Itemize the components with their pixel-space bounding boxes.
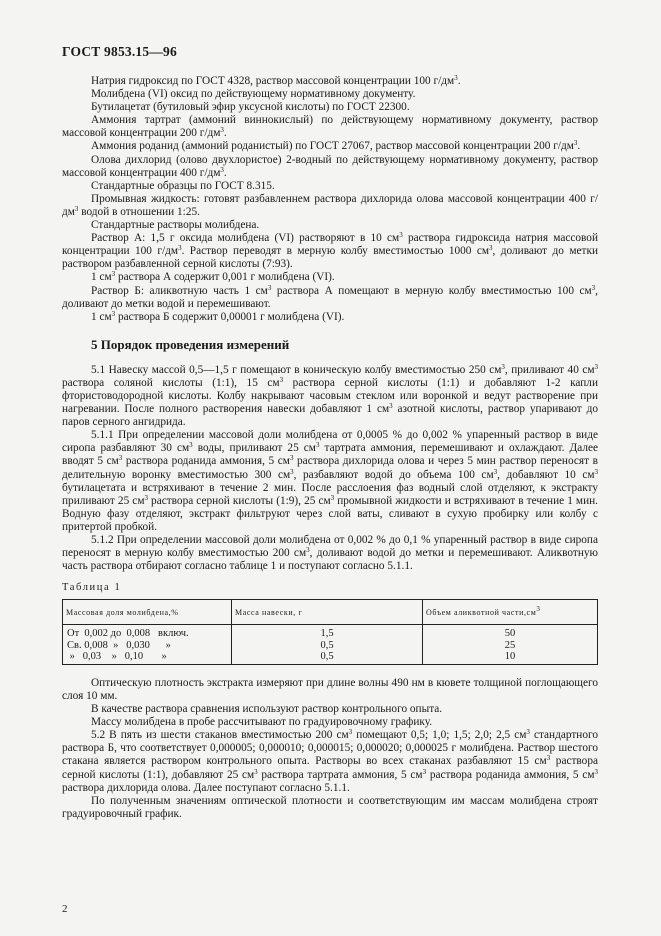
table-cell: От 0,002 до 0,008 включ. (63, 625, 232, 640)
table-caption: Таблица 1 (62, 582, 122, 594)
paragraph: Промывная жидкость: готовят разбавленнем раствора дихлорида олова массовой концентрации 400 $г/дм^3$ водой в отношении 1:25. (62, 192, 598, 218)
table-row (63, 640, 598, 652)
table-header-cell: Объем аликвотной $части,см^3$ (423, 600, 598, 625)
table-cell: 0,5 (232, 640, 423, 652)
paragraph: 1 $см^3$ раствора А содержит 0,001 г молибдена (VI). (91, 270, 335, 284)
paragraph: По полученным значениям оптической плотности и соответствующим им массам молибдена строят градуировочный график. (62, 794, 598, 820)
paragraph: 5.1 Навеску массой 0,5—1,5 г помещают в коническую колбу вместимостью 250 $см^3$, приливают 40 $см^3$ раствора соляной кислоты (1:1), 15 $см^3$ раствора серной кислоты (1:1) и добавляют 1-2 капли фтористоводородной кислоты. Колбу накрывают часовым стеклом или воронкой и ведут растворение при нагревании. После полного растворения навески добавляют 1 $см^3$ азотной кислоты, раствор упаривают до паров серного ангидрида. (62, 362, 598, 429)
paragraph: Стандартные растворы молибдена. (91, 219, 260, 232)
paragraph: Стандартные образцы по ГОСТ 8.315. (91, 179, 275, 192)
section-title: 5 Порядок проведения измерений (91, 336, 290, 352)
page-number: 2 (62, 903, 68, 915)
materials-list (62, 75, 598, 324)
table-cell: Св. 0,008 » 0,030 » (63, 640, 232, 652)
table-cell: 1,5 (232, 625, 423, 640)
paragraph: Бутилацетат (бутиловый эфир уксусной кислоты) по ГОСТ 22300. (91, 101, 410, 114)
paragraph: Аммония роданид (аммоний роданистый) по ГОСТ 27067, раствор массовой концентрации 200 $г/дм^3$. (91, 139, 581, 153)
table-header-cell: Массовая доля молибдена,% (63, 600, 232, 625)
paragraph: Натрия гидроксид по ГОСТ 4328, раствор массовой концентрации 100 $г/дм^3$. (91, 74, 461, 87)
paragraph: В качестве раствора сравнения используют раствор контрольного опыта. (91, 703, 443, 716)
procedure-paragraphs (62, 364, 598, 574)
document-header: ГОСТ 9853.15—96 (62, 44, 177, 59)
paragraph: Молибдена (VI) оксид по действующему нормативному документу. (91, 88, 416, 101)
paragraph: Аммония тартрат (аммоний виннокислый) по действующему нормативному документу, раствор массовой концентрации 200 $г/дм^3$. (62, 114, 598, 140)
paragraph: Олова дихлорид (олово двухлористое) 2-водный по действующему нормативному документу, раствор массовой концентрации 400 $г/дм^3$. (62, 153, 598, 179)
paragraph: Раствор А: 1,5 г оксида молибдена (VI) растворяют в 10 $см^3$ раствора гидроксида натрия массовой концентрации 100 $г/дм^3$. Раствор переводят в мерную колбу вместимостью 1000 $см^3$, доливают до метки раствором разбавленной серной кислоты (7:93). (62, 231, 598, 271)
paragraph: 5.1.1 При определении массовой доли молибдена от 0,0005 % до 0,002 % упаренный раствор в виде сиропа разбавляют 30 $см^3$ воды, приливают 25 $см^3$ тартрата аммония, перемешивают и охлаждают. Далее вводят 5 $см^3$ раствора роданида аммония, 5 $см^3$ раствора дихлорида олова и через 5 мин раствор переносят в делительную воронку вместимостью 300 $см^3$, разбавляют водой до объема 100 $см^3$, добавляют 10 $см^3$ бутилацетата и встряхивают в течение 2 мин. После расслоения фаз водный слой отделяют, к экстракту приливают 25 $см^3$ раствора серной кислоты (1:9), 25 $см^3$ промывной жидкости и встряхивают в течение 1 мин. Водную фазу отделяют, экстракт фильтруют через слой ваты, сливают в сухую пробирку или колбу с притертой пробкой. (62, 429, 599, 533)
table-cell: 0,5 (232, 651, 423, 664)
paragraph: 1 $см^3$ раствора Б содержит 0,00001 г молибдена (VI). (91, 309, 345, 323)
table-row (63, 625, 598, 640)
paragraph: Массу молибдена в пробе рассчитывают по градуировочному графику. (91, 716, 433, 729)
table-cell: 50 (423, 625, 598, 640)
table-cell: 10 (423, 651, 598, 664)
body-text (62, 75, 598, 821)
paragraph: Раствор Б: аликвотную часть 1 $см^3$ раствора А помещают в мерную колбу вместимостью 100 $см^3$, доливают до метки водой и перемешивают. (62, 283, 598, 310)
table-header-row (63, 600, 598, 625)
paragraph: Оптическую плотность экстракта измеряют при длине волны 490 нм в кювете толщиной поглощающего слоя 10 мм. (62, 676, 598, 702)
table-row (63, 651, 598, 664)
paragraph: 5.1.2 При определении массовой доли молибдена от 0,002 % до 0,1 % упаренный раствор в виде сиропа переносят в мерную колбу вместимостью 200 $см^3$, доливают водой до метки и перемешивают. Аликвотную часть раствора отбирают согласно таблице 1 и поступают согласно 5.1.1. (62, 534, 598, 573)
table-header-cell: Масса навески, г (232, 600, 423, 625)
measurement-paragraphs (62, 677, 598, 821)
table-cell: » 0,03 » 0,10 » (63, 651, 232, 664)
paragraph: 5.2 В пять из шести стаканов вместимостью 200 $см^3$ помещают 0,5; 1,0; 1,5; 2,0; 2,5 $см^3$ стандартного раствора Б, что соответствует 0,000005; 0,000010; 0,000015; 0,000020; 0,000025 г молибдена. Раствор шестого стакана является раствором контрольного опыта. Растворы во всех стаканах разбавляют 15 $см^3$ раствора серной кислоты (1:1), добавляют 25 $см^3$ раствора тартрата аммония, 5 $см^3$ раствора роданида аммония, 5 $см^3$ раствора дихлорида олова. Далее поступают согласно 5.1.1. (62, 728, 598, 794)
table-cell: 25 (423, 640, 598, 652)
data-table (62, 599, 598, 665)
